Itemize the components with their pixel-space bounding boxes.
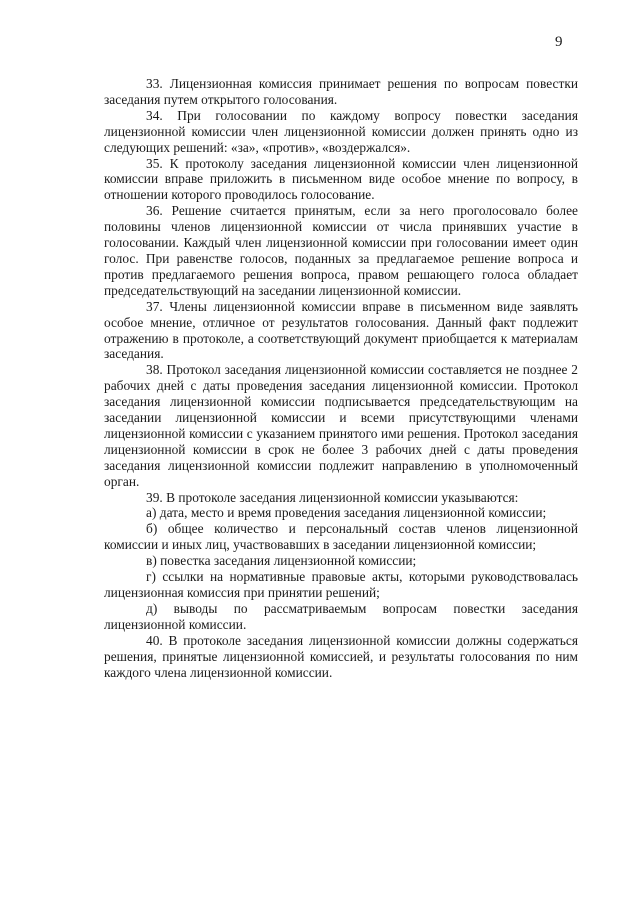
paragraph-33: 33. Лицензионная комиссия принимает решения по вопросам повестки заседания путем открытого голосования.	[104, 76, 578, 107]
paragraph-36: 36. Решение считается принятым, если за него проголосовало более половины членов лицензионной комиссии от числа принявших участие в голосовании. Каждый член лицензионной комиссии при голосовании имеет один голос. При равенстве голосов, поданных за предлагаемое решение вопроса и против предлагаемого решения вопроса, правом решающего голоса обладает председательствующий на заседании лицензионной комиссии.	[104, 203, 578, 298]
paragraph-34: 34. При голосовании по каждому вопросу повестки заседания лицензионной комиссии член лицензионной комиссии должен принять одно из следующих решений: «за», «против», «воздержался».	[104, 107, 578, 155]
list-item-v: в) повестка заседания лицензионной комиссии;	[146, 553, 417, 569]
document-body	[104, 76, 578, 680]
paragraph-40: 40. В протоколе заседания лицензионной комиссии должны содержаться решения, принятые лицензионной комиссией, и результаты голосования по ним каждого члена лицензионной комиссии.	[104, 632, 578, 680]
page-number: 9	[555, 34, 563, 50]
paragraph-37: 37. Члены лицензионной комиссии вправе в письменном виде заявлять особое мнение, отличное от результатов голосования. Данный факт подлежит отражению в протоколе, а соответствующий документ приобщается к материалам заседания.	[104, 298, 578, 362]
list-item-g: г) ссылки на нормативные правовые акты, которыми руководствовалась лицензионная комиссия при принятии решений;	[104, 569, 578, 600]
list-item-d: д) выводы по рассматриваемым вопросам повестки заседания лицензионной комиссии.	[104, 600, 578, 632]
paragraph-38: 38. Протокол заседания лицензионной комиссии составляется не позднее 2 рабочих дней с даты проведения заседания лицензионной комиссии. Протокол заседания лицензионной комиссии подписывается председательствующим на заседании лицензионной комиссии и всеми присутствующими членами лицензионной комиссии с указанием принятого ими решения. Протокол заседания лицензионной комиссии в срок не более 3 рабочих дней с даты проведения заседания лицензионной комиссии подлежит направлению в уполномоченный орган.	[104, 362, 578, 489]
list-item-a: а) дата, место и время проведения заседания лицензионной комиссии;	[146, 505, 547, 521]
paragraph-39: 39. В протоколе заседания лицензионной комиссии указываются:	[146, 489, 519, 505]
list-item-b: б) общее количество и персональный состав членов лицензионной комиссии и иных лиц, участвовавших в заседании лицензионной комиссии;	[104, 521, 578, 553]
paragraph-35: 35. К протоколу заседания лицензионной комиссии член лицензионной комиссии вправе приложить в письменном виде особое мнение по вопросу, в отношении которого проводилось голосование.	[104, 155, 578, 203]
